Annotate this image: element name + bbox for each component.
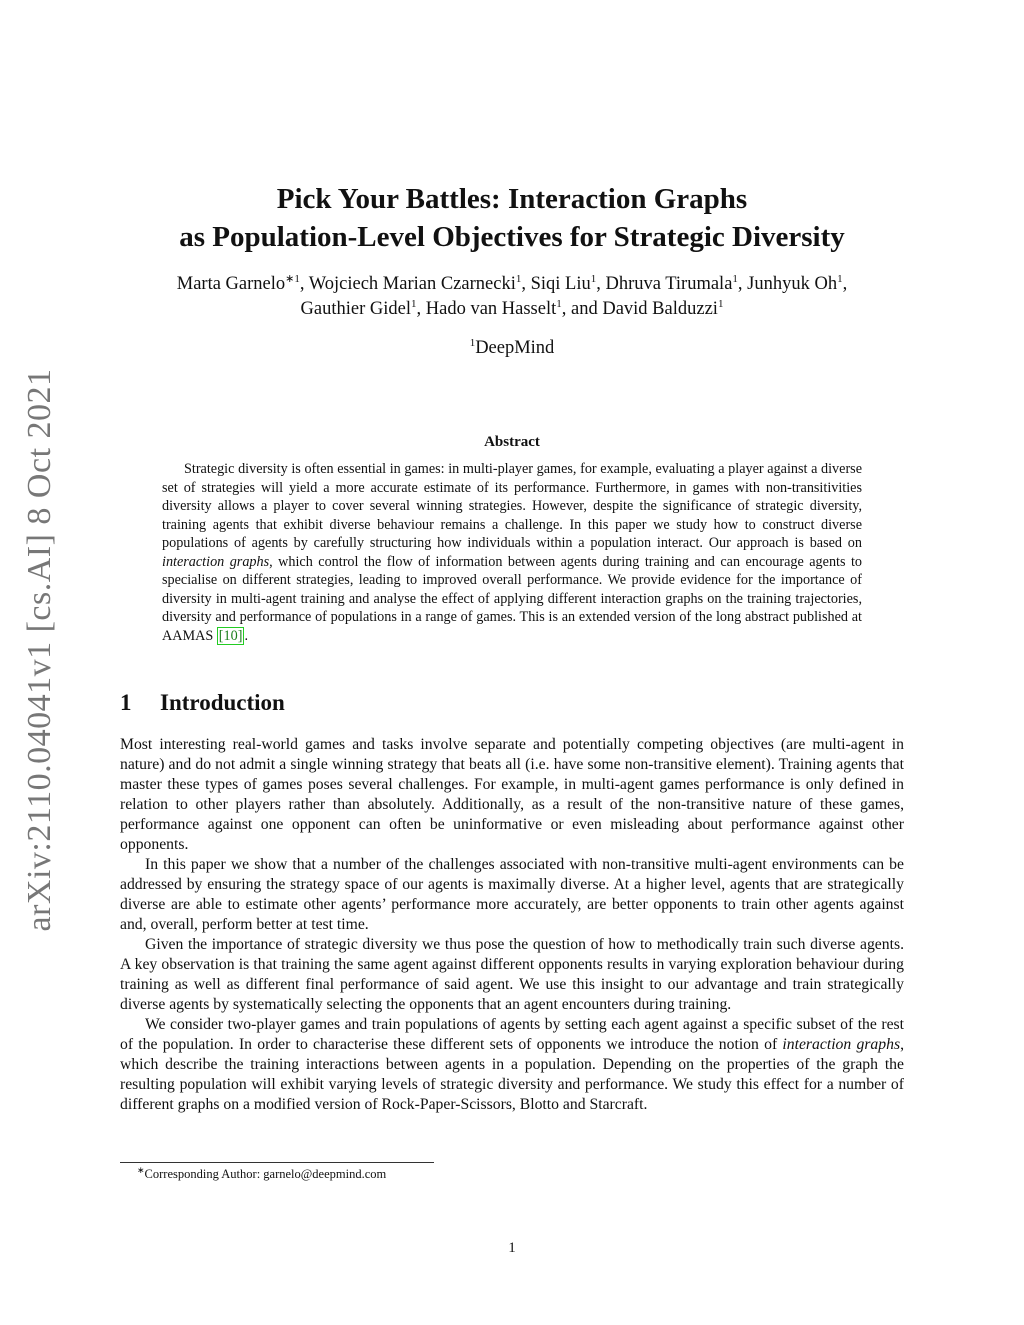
author-affiliation-mark: 1: [717, 298, 724, 310]
author: [747, 274, 842, 294]
footnote-text: Corresponding Author: garnelo@deepmind.com: [144, 1167, 387, 1181]
paper-title: [100, 180, 924, 256]
author: [605, 274, 737, 294]
author-name: Junhyuk Oh: [747, 274, 838, 294]
author-separator: ,: [737, 274, 748, 294]
intro-text-part: We consider two-player games and train populations of agents by setting each agent against a specific subset of the rest of the population. In order to characterise these different sets of opponents we introduce the notion of: [120, 1016, 904, 1053]
author-affiliation-mark: 1: [837, 273, 843, 285]
author-separator: ,: [842, 274, 848, 294]
author-line-1: [100, 272, 924, 297]
author: [301, 299, 417, 319]
author-separator: , and: [561, 299, 603, 319]
author-affiliation-mark: ∗1: [285, 273, 300, 285]
intro-paragraph: In this paper we show that a number of the challenges associated with non-transitive multi-agent environments can be addressed by ensuring the strategy space of our agents is maximally diverse. At a higher level, agents that are strategically diverse are able to estimate other agents’ performance more accurately, are better opponents to train other agents against and, overall, perform better at test time.: [120, 856, 904, 933]
author: [309, 274, 522, 294]
author-affiliation-mark: 1: [590, 273, 597, 285]
section-title: Introduction: [160, 690, 285, 715]
page-number: 1: [508, 1240, 516, 1256]
intro-emphasis: interaction graphs: [782, 1036, 901, 1053]
intro-paragraph: Most interesting real-world games and tasks involve separate and potentially competing objectives (are multi-agent in nature) and do not admit a single winning strategy that beats all (i.e. have some non-transitive element). Training agents that master these types of games poses several challenges. For example, in multi-agent games performance is only defined in relation to other players rather than absolutely. Additionally, as a result of the non-transitive nature of these games, performance against one opponent can often be uninformative or even misleading about performance against other opponents.: [120, 736, 904, 853]
footnote-divider: [120, 1162, 434, 1163]
author: [177, 274, 300, 294]
abstract-text-part: Strategic diversity is often essential in games: in multi-player games, for example, evaluating a player against a diverse set of strategies will yield a more accurate estimate of its performance. Furthermore, in games with non-transitivities diversity allows a player to cover several winning strategies. However, despite the significance of strategic diversity, training agents that exhibit diverse behaviour remains a challenge. In this paper we study how to construct diverse populations of agents by carefully structuring how individuals within a population interact. Our approach is based on: [162, 461, 862, 551]
section-number: 1: [120, 690, 132, 715]
author: [426, 299, 562, 319]
author-line-2: [100, 297, 924, 322]
section-heading: [120, 690, 285, 716]
citation-link[interactable]: [10]: [218, 627, 243, 644]
author-name: David Balduzzi: [602, 299, 718, 319]
abstract-heading: Abstract: [484, 434, 540, 450]
author-name: Gauthier Gidel: [300, 299, 411, 319]
introduction-body: [120, 735, 904, 1115]
author-list: [100, 272, 924, 322]
author-separator: ,: [521, 274, 531, 294]
intro-text-part: , which describe the training interactions between agents in a population. Depending on the properties of the graph the resulting population will exhibit varying levels of strategic diversity and performance. We study this effect for a number of different graphs on a modified version of Rock-Paper-Scissors, Blotto and Starcraft.: [120, 1036, 904, 1113]
author-separator: ,: [596, 274, 606, 294]
intro-paragraph: Given the importance of strategic diversity we thus pose the question of how to methodically train such diverse agents. A key observation is that training the same agent against different opponents results in varying exploration behaviour during training as well as different final performance of said agent. We use this insight to our advantage and train strategically diverse agents by systematically selecting the opponents that an agent encounters during training.: [120, 936, 904, 1013]
footnote-mark: ∗: [137, 1165, 145, 1175]
affiliation: [100, 338, 924, 359]
arxiv-identifier-text: arXiv:2110.04041v1 [cs.AI] 8 Oct 2021: [21, 368, 58, 932]
abstract-text: [162, 460, 862, 645]
intro-paragraph: [120, 1015, 904, 1115]
paper-title-line-1: Pick Your Battles: Interaction Graphs: [276, 183, 748, 215]
author: [602, 299, 723, 319]
affiliation-name: DeepMind: [475, 338, 555, 358]
footnote: [137, 1167, 386, 1182]
author-name: Siqi Liu: [530, 274, 591, 294]
abstract-emphasis: interaction graphs: [162, 553, 270, 570]
author-name: Dhruva Tirumala: [605, 274, 733, 294]
abstract-text-part: , which control the flow of information between agents during training and can encourage agents to specialise on different strategies, leading to improved overall performance. We provide evidence for the importance of diversity in multi-agent training and analyse the effect of applying different interaction graphs on the training trajectories, diversity and performance of populations in a range of games. This is an extended version of the long abstract published at AAMAS: [162, 553, 862, 644]
author-affiliation-mark: 1: [556, 298, 562, 310]
author: [531, 274, 597, 294]
author-separator: ,: [416, 299, 426, 319]
affiliation-mark: 1: [469, 337, 476, 349]
author-name: Hado van Hasselt: [425, 299, 557, 319]
author-name: Wojciech Marian Czarnecki: [308, 274, 516, 294]
paper-title-line-2: as Population-Level Objectives for Strategic Diversity: [179, 221, 845, 253]
author-affiliation-mark: 1: [515, 273, 522, 285]
abstract-text-part: .: [244, 627, 248, 644]
author-name: Marta Garnelo: [176, 274, 286, 294]
author-affiliation-mark: 1: [411, 298, 417, 310]
author-separator: ,: [299, 274, 309, 294]
author-affiliation-mark: 1: [732, 273, 738, 285]
